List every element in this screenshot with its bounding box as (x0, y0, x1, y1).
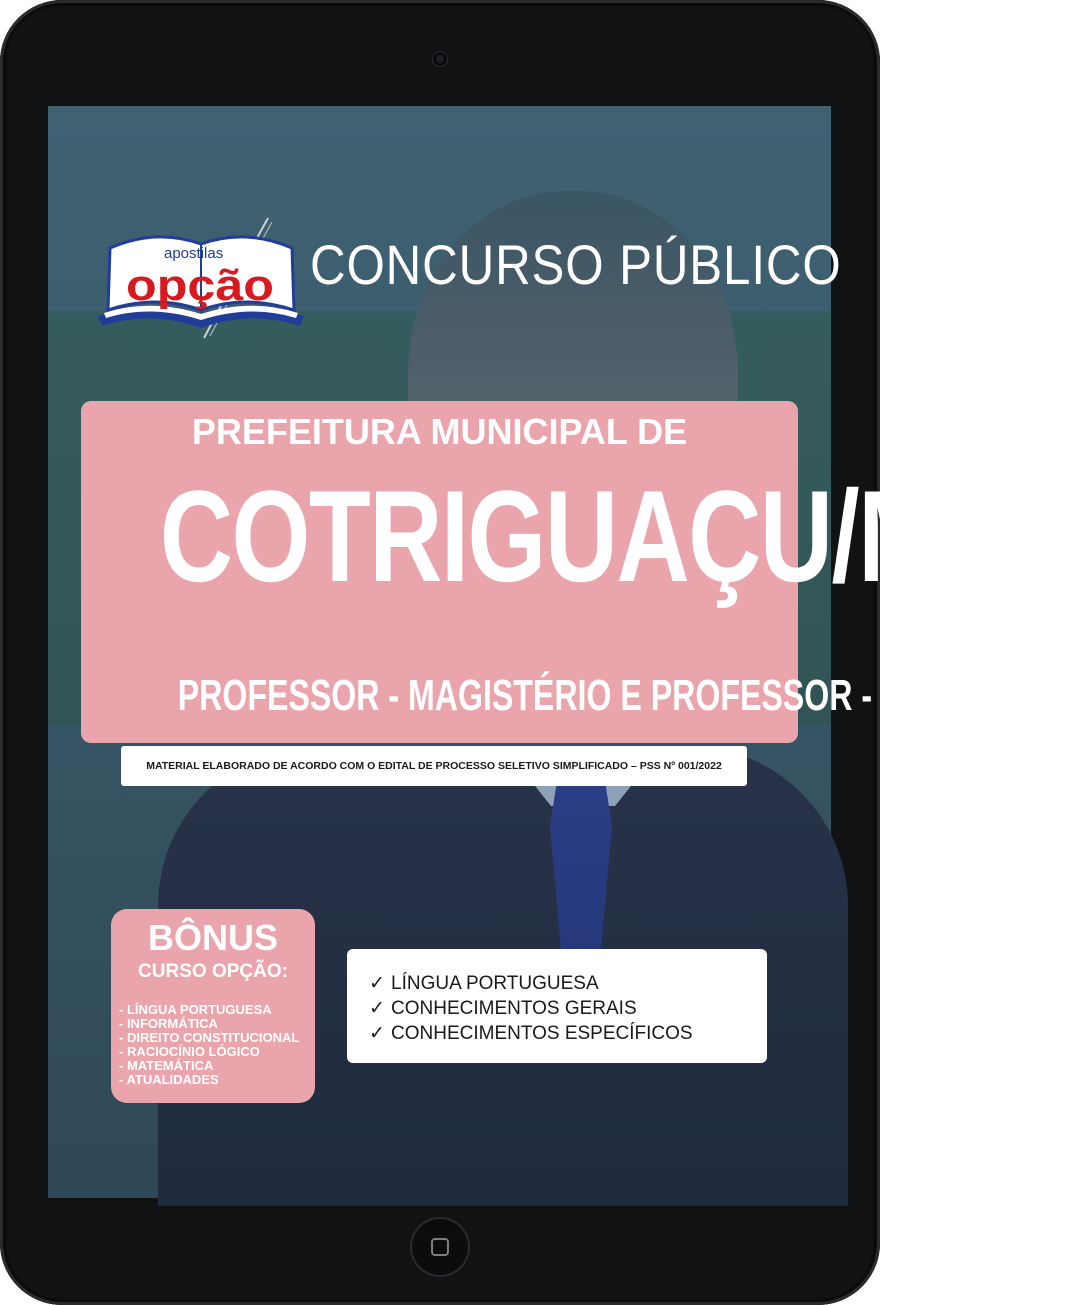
check-icon: ✓ (369, 998, 385, 1019)
bonus-item: - LÍNGUA PORTUGUESA (119, 1002, 272, 1017)
bonus-item: - RACIOCÍNIO LÓGICO (119, 1044, 260, 1059)
bonus-subtitle: CURSO OPÇÃO: (138, 961, 288, 982)
check-icon: ✓ (369, 1023, 385, 1044)
subject-item (369, 971, 693, 996)
title-banner (81, 401, 1089, 743)
concurso-title: CONCURSO PÚBLICO (310, 233, 842, 296)
apostilas-opcao-logo (96, 218, 306, 338)
subject-item (369, 996, 693, 1021)
bonus-item: - ATUALIDADES (119, 1072, 219, 1087)
subject-label: CONHECIMENTOS GERAIS (391, 998, 637, 1019)
city-title: COTRIGUAÇU/MT (159, 463, 1002, 609)
bonus-list (119, 1003, 299, 1087)
subject-label: CONHECIMENTOS ESPECÍFICOS (391, 1023, 693, 1044)
prefeitura-label: PREFEITURA MUNICIPAL DE (191, 411, 688, 452)
camera-icon (433, 52, 447, 66)
subject-label: LÍNGUA PORTUGUESA (391, 973, 599, 994)
check-icon: ✓ (369, 973, 385, 994)
subject-item (369, 1021, 693, 1046)
bonus-item: - DIREITO CONSTITUCIONAL (119, 1030, 300, 1045)
bonus-title: BÔNUS (147, 917, 278, 958)
bonus-card (111, 909, 315, 1103)
edital-bar (121, 746, 747, 786)
subjects-card (347, 949, 767, 1063)
edital-text: MATERIAL ELABORADO DE ACORDO COM O EDITAL DE PROCESSO SELETIVO SIMPLIFICADO – PSS Nº 001/2022 (146, 760, 722, 772)
cargo-title: PROFESSOR - MAGISTÉRIO E PROFESSOR - NÍVEL MÉDIO (177, 671, 1089, 720)
home-button[interactable] (412, 1219, 468, 1275)
bonus-item: - MATEMÁTICA (119, 1058, 214, 1073)
book-cover (48, 106, 1089, 1198)
subjects-list (369, 971, 693, 1046)
logo-brand-text: opção (126, 261, 274, 310)
logo-top-text: apostilas (164, 245, 224, 262)
bonus-item: - INFORMÁTICA (119, 1016, 218, 1031)
